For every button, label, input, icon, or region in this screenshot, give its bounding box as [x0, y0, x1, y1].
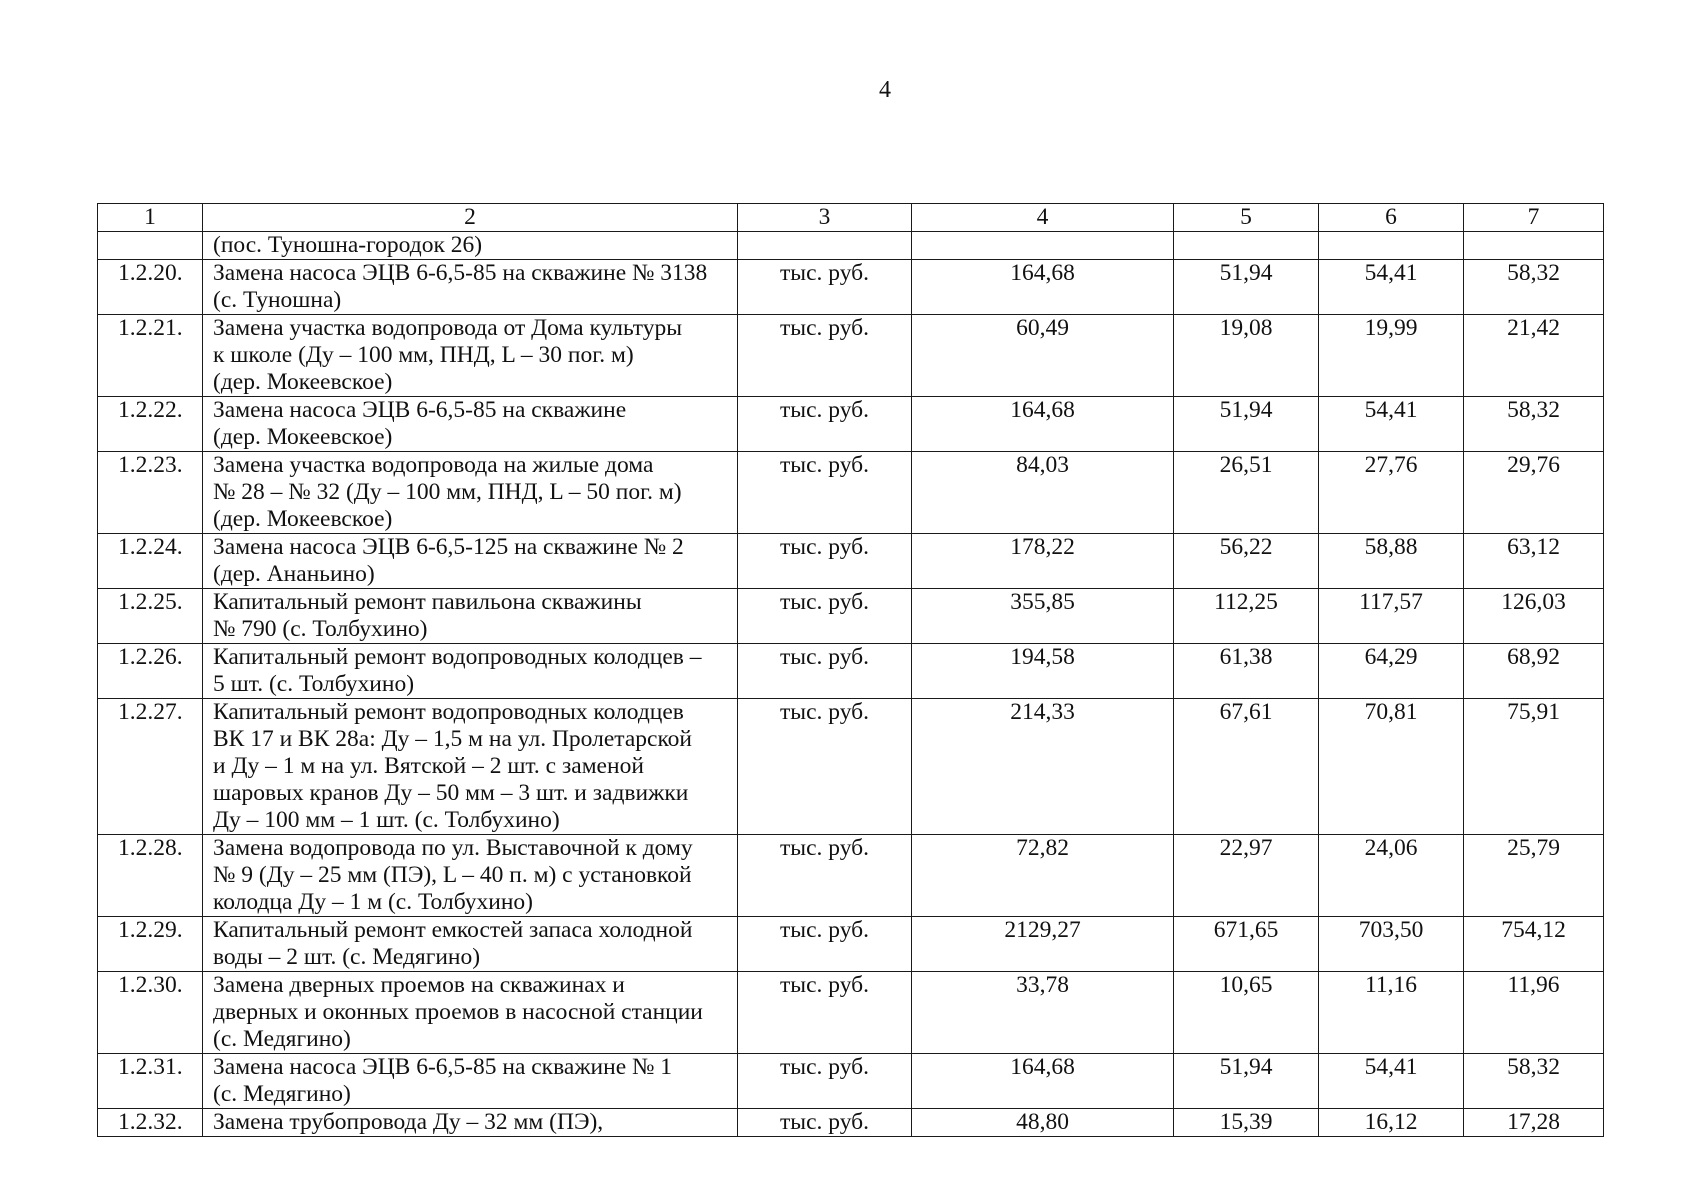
- item-number: 1.2.24.: [98, 534, 203, 589]
- value-col-5: 51,94: [1174, 397, 1319, 452]
- value-col-7: 11,96: [1464, 972, 1604, 1054]
- item-number: 1.2.28.: [98, 835, 203, 917]
- item-number: 1.2.27.: [98, 699, 203, 835]
- item-unit: тыс. руб.: [738, 534, 912, 589]
- item-number: 1.2.25.: [98, 589, 203, 644]
- value-col-7: 17,28: [1464, 1109, 1604, 1137]
- item-description: Капитальный ремонт водопроводных колодцев ВК 17 и ВК 28а: Ду – 1,5 м на ул. Пролетарской и Ду – 1 м на ул. Вятской – 2 шт. с заменой шаровых кранов Ду – 50 мм – 3 шт. и задвижки Ду – 100 мм – 1 шт. (с. Толбухино): [203, 699, 738, 835]
- item-unit: тыс. руб.: [738, 260, 912, 315]
- item-unit: тыс. руб.: [738, 589, 912, 644]
- value-col-4: 214,33: [912, 699, 1174, 835]
- item-description: Замена насоса ЭЦВ 6-6,5-85 на скважине № 1 (с. Медягино): [203, 1054, 738, 1109]
- value-col-6: 19,99: [1319, 315, 1464, 397]
- value-col-6: 58,88: [1319, 534, 1464, 589]
- table-row: [98, 1109, 1604, 1137]
- item-number: 1.2.32.: [98, 1109, 203, 1137]
- item-description: Замена трубопровода Ду – 32 мм (ПЭ),: [203, 1109, 738, 1137]
- item-number: 1.2.20.: [98, 260, 203, 315]
- item-number: 1.2.23.: [98, 452, 203, 534]
- value-col-5: 51,94: [1174, 1054, 1319, 1109]
- item-number: 1.2.22.: [98, 397, 203, 452]
- item-description: Замена дверных проемов на скважинах и дверных и оконных проемов в насосной станции (с. Медягино): [203, 972, 738, 1054]
- value-col-5: 22,97: [1174, 835, 1319, 917]
- value-col-4: 178,22: [912, 534, 1174, 589]
- column-header: 5: [1174, 204, 1319, 232]
- value-col-7: 58,32: [1464, 1054, 1604, 1109]
- table-row: [98, 534, 1604, 589]
- value-col-5: [1174, 232, 1319, 260]
- column-header: 1: [98, 204, 203, 232]
- table-row: [98, 917, 1604, 972]
- value-col-7: 63,12: [1464, 534, 1604, 589]
- column-header: 7: [1464, 204, 1604, 232]
- item-description: Капитальный ремонт водопроводных колодцев – 5 шт. (с. Толбухино): [203, 644, 738, 699]
- value-col-7: 126,03: [1464, 589, 1604, 644]
- value-col-4: 2129,27: [912, 917, 1174, 972]
- value-col-5: 112,25: [1174, 589, 1319, 644]
- item-unit: [738, 232, 912, 260]
- value-col-7: 58,32: [1464, 260, 1604, 315]
- item-number: 1.2.30.: [98, 972, 203, 1054]
- page-number: 4: [879, 77, 891, 103]
- item-description: Замена насоса ЭЦВ 6-6,5-85 на скважине № 3138 (с. Туношна): [203, 260, 738, 315]
- table-body: [98, 204, 1604, 1137]
- value-col-6: 16,12: [1319, 1109, 1464, 1137]
- item-unit: тыс. руб.: [738, 315, 912, 397]
- value-col-5: 67,61: [1174, 699, 1319, 835]
- table-row: [98, 260, 1604, 315]
- value-col-4: 60,49: [912, 315, 1174, 397]
- value-col-6: 70,81: [1319, 699, 1464, 835]
- value-col-6: 24,06: [1319, 835, 1464, 917]
- value-col-7: 754,12: [1464, 917, 1604, 972]
- table-row: [98, 589, 1604, 644]
- value-col-5: 26,51: [1174, 452, 1319, 534]
- value-col-7: 75,91: [1464, 699, 1604, 835]
- value-col-6: 27,76: [1319, 452, 1464, 534]
- value-col-6: 703,50: [1319, 917, 1464, 972]
- item-unit: тыс. руб.: [738, 1109, 912, 1137]
- value-col-5: 56,22: [1174, 534, 1319, 589]
- item-number: 1.2.26.: [98, 644, 203, 699]
- item-unit: тыс. руб.: [738, 835, 912, 917]
- value-col-7: [1464, 232, 1604, 260]
- item-unit: тыс. руб.: [738, 972, 912, 1054]
- table-row: [98, 699, 1604, 835]
- value-col-7: 21,42: [1464, 315, 1604, 397]
- value-col-4: 72,82: [912, 835, 1174, 917]
- table-row: [98, 315, 1604, 397]
- item-unit: тыс. руб.: [738, 644, 912, 699]
- table-row: [98, 397, 1604, 452]
- item-description: Замена насоса ЭЦВ 6-6,5-85 на скважине (дер. Мокеевское): [203, 397, 738, 452]
- data-table: [97, 203, 1604, 1137]
- item-description: Капитальный ремонт павильона скважины № 790 (с. Толбухино): [203, 589, 738, 644]
- value-col-4: 48,80: [912, 1109, 1174, 1137]
- table-row: [98, 1054, 1604, 1109]
- value-col-7: 68,92: [1464, 644, 1604, 699]
- item-number: 1.2.21.: [98, 315, 203, 397]
- column-header: 4: [912, 204, 1174, 232]
- column-header: 2: [203, 204, 738, 232]
- item-number: [98, 232, 203, 260]
- value-col-4: 164,68: [912, 260, 1174, 315]
- value-col-4: [912, 232, 1174, 260]
- item-unit: тыс. руб.: [738, 452, 912, 534]
- table-row: [98, 232, 1604, 260]
- value-col-6: 54,41: [1319, 397, 1464, 452]
- item-unit: тыс. руб.: [738, 1054, 912, 1109]
- item-unit: тыс. руб.: [738, 917, 912, 972]
- value-col-6: 64,29: [1319, 644, 1464, 699]
- item-unit: тыс. руб.: [738, 699, 912, 835]
- item-description: Замена насоса ЭЦВ 6-6,5-125 на скважине № 2 (дер. Ананьино): [203, 534, 738, 589]
- value-col-4: 33,78: [912, 972, 1174, 1054]
- value-col-4: 164,68: [912, 1054, 1174, 1109]
- value-col-7: 29,76: [1464, 452, 1604, 534]
- value-col-4: 164,68: [912, 397, 1174, 452]
- value-col-6: 54,41: [1319, 260, 1464, 315]
- table-row: [98, 452, 1604, 534]
- value-col-7: 25,79: [1464, 835, 1604, 917]
- value-col-4: 355,85: [912, 589, 1174, 644]
- value-col-6: 54,41: [1319, 1054, 1464, 1109]
- item-unit: тыс. руб.: [738, 397, 912, 452]
- value-col-7: 58,32: [1464, 397, 1604, 452]
- item-description: Замена участка водопровода на жилые дома № 28 – № 32 (Ду – 100 мм, ПНД, L – 50 пог. м) (дер. Мокеевское): [203, 452, 738, 534]
- item-description: Замена участка водопровода от Дома культуры к школе (Ду – 100 мм, ПНД, L – 30 пог. м) (дер. Мокеевское): [203, 315, 738, 397]
- value-col-6: 11,16: [1319, 972, 1464, 1054]
- item-description: Замена водопровода по ул. Выставочной к дому № 9 (Ду – 25 мм (ПЭ), L – 40 п. м) с установкой колодца Ду – 1 м (с. Толбухино): [203, 835, 738, 917]
- column-header: 6: [1319, 204, 1464, 232]
- value-col-4: 84,03: [912, 452, 1174, 534]
- item-description: Капитальный ремонт емкостей запаса холодной воды – 2 шт. (с. Медягино): [203, 917, 738, 972]
- value-col-5: 61,38: [1174, 644, 1319, 699]
- value-col-5: 10,65: [1174, 972, 1319, 1054]
- item-description: (пос. Туношна-городок 26): [203, 232, 738, 260]
- value-col-5: 15,39: [1174, 1109, 1319, 1137]
- value-col-4: 194,58: [912, 644, 1174, 699]
- value-col-6: 117,57: [1319, 589, 1464, 644]
- item-number: 1.2.31.: [98, 1054, 203, 1109]
- table-row: [98, 835, 1604, 917]
- table-header-row: [98, 204, 1604, 232]
- value-col-5: 19,08: [1174, 315, 1319, 397]
- value-col-6: [1319, 232, 1464, 260]
- value-col-5: 671,65: [1174, 917, 1319, 972]
- table-row: [98, 644, 1604, 699]
- item-number: 1.2.29.: [98, 917, 203, 972]
- column-header: 3: [738, 204, 912, 232]
- value-col-5: 51,94: [1174, 260, 1319, 315]
- table-row: [98, 972, 1604, 1054]
